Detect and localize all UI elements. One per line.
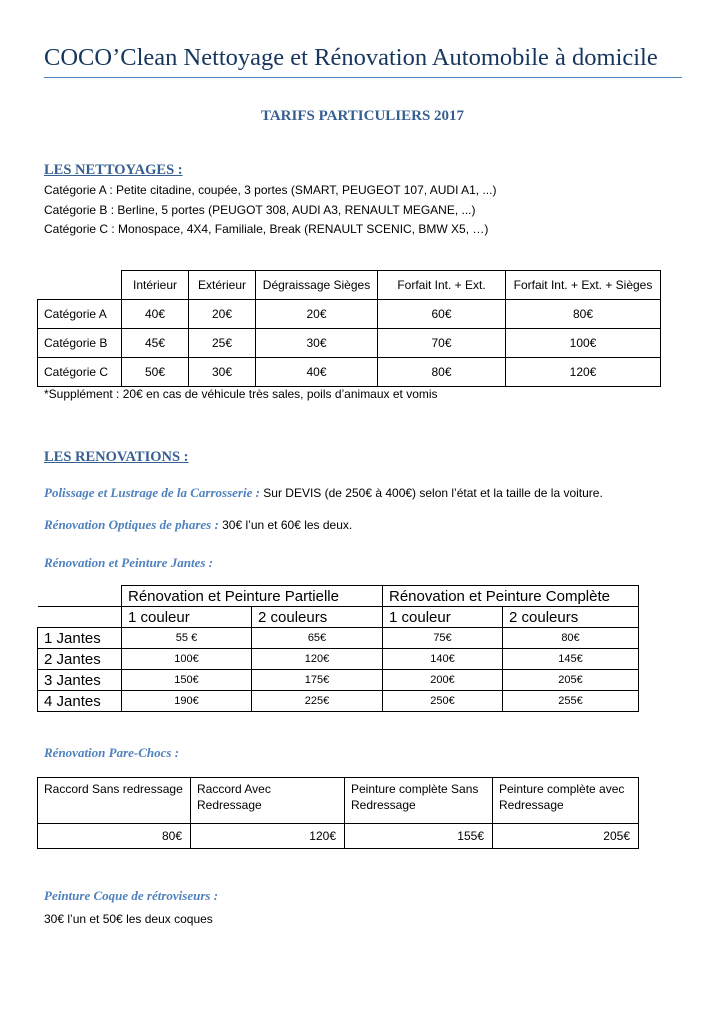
table-corner-cell (38, 271, 122, 300)
price-cell: 60€ (378, 300, 506, 329)
price-cell: 190€ (122, 691, 252, 712)
price-cell: 205€ (493, 824, 639, 849)
table-row (38, 300, 661, 329)
price-cell: 175€ (252, 670, 383, 691)
column-header: Peinture complète Sans Redressage (345, 778, 493, 824)
column-header: Intérieur (122, 271, 189, 300)
table-corner-cell (38, 586, 122, 607)
column-header: 2 couleurs (252, 607, 383, 628)
price-cell: 205€ (503, 670, 639, 691)
price-cell: 250€ (383, 691, 503, 712)
table-row (38, 329, 661, 358)
section-heading-renovations: LES RENOVATIONS : (44, 449, 189, 465)
group-header-complete: Rénovation et Peinture Complète (383, 586, 639, 607)
row-label: 3 Jantes (38, 670, 122, 691)
table-header-row (38, 607, 639, 628)
price-cell: 20€ (256, 300, 378, 329)
page-title: COCO’Clean Nettoyage et Rénovation Automobile à domicile (44, 44, 658, 71)
price-cell: 40€ (122, 300, 189, 329)
column-header: Raccord Sans redressage (38, 778, 191, 824)
price-cell: 30€ (189, 358, 256, 387)
table-header-row (38, 271, 661, 300)
column-header: Extérieur (189, 271, 256, 300)
optiques-line (44, 517, 352, 533)
column-header: Dégraissage Sièges (256, 271, 378, 300)
section-heading-nettoyages: LES NETTOYAGES : (44, 162, 183, 178)
price-cell: 145€ (503, 649, 639, 670)
page-subtitle: TARIFS PARTICULIERS 2017 (260, 108, 465, 124)
column-header: 1 couleur (383, 607, 503, 628)
price-cell: 225€ (252, 691, 383, 712)
optiques-text: 30€ l’un et 60€ les deux. (218, 518, 353, 532)
row-label: 2 Jantes (38, 649, 122, 670)
price-cell: 80€ (38, 824, 191, 849)
category-c-description: Catégorie C : Monospace, 4X4, Familiale, Break (RENAULT SCENIC, BMW X5, …) (44, 222, 489, 236)
price-cell: 100€ (506, 329, 661, 358)
price-cell: 120€ (191, 824, 345, 849)
parechocs-price-table (37, 777, 639, 849)
table-corner-cell (38, 607, 122, 628)
price-cell: 80€ (378, 358, 506, 387)
price-cell: 140€ (383, 649, 503, 670)
price-cell: 65€ (252, 628, 383, 649)
price-cell: 55 € (122, 628, 252, 649)
price-cell: 80€ (506, 300, 661, 329)
column-header: 1 couleur (122, 607, 252, 628)
price-cell: 120€ (506, 358, 661, 387)
nettoyages-price-table (37, 270, 661, 387)
row-label: 1 Jantes (38, 628, 122, 649)
price-cell: 50€ (122, 358, 189, 387)
jantes-label: Rénovation et Peinture Jantes : (44, 555, 213, 570)
table-row (38, 691, 639, 712)
column-header: 2 couleurs (503, 607, 639, 628)
column-header: Peinture complète avec Redressage (493, 778, 639, 824)
table-row (38, 649, 639, 670)
table-row (38, 824, 639, 849)
column-header: Forfait Int. + Ext. (378, 271, 506, 300)
table-row (38, 670, 639, 691)
price-cell: 20€ (189, 300, 256, 329)
retro-label: Peinture Coque de rétroviseurs : (44, 888, 219, 903)
price-cell: 70€ (378, 329, 506, 358)
price-cell: 100€ (122, 649, 252, 670)
price-cell: 75€ (383, 628, 503, 649)
price-cell: 155€ (345, 824, 493, 849)
price-cell: 80€ (503, 628, 639, 649)
price-cell: 200€ (383, 670, 503, 691)
polissage-text: Sur DEVIS (de 250€ à 400€) selon l’état et la taille de la voiture. (259, 486, 603, 500)
table-group-header-row (38, 586, 639, 607)
polissage-line (44, 485, 603, 501)
parechocs-label: Rénovation Pare-Chocs : (44, 745, 180, 760)
title-divider (44, 77, 682, 78)
price-cell: 30€ (256, 329, 378, 358)
column-header: Raccord Avec Redressage (191, 778, 345, 824)
price-cell: 255€ (503, 691, 639, 712)
row-label: Catégorie A (38, 300, 122, 329)
price-cell: 120€ (252, 649, 383, 670)
price-cell: 45€ (122, 329, 189, 358)
polissage-label: Polissage et Lustrage de la Carrosserie : (44, 485, 260, 500)
table-row (38, 358, 661, 387)
retro-text: 30€ l’un et 50€ les deux coques (44, 912, 213, 926)
row-label: Catégorie B (38, 329, 122, 358)
row-label: 4 Jantes (38, 691, 122, 712)
price-cell: 25€ (189, 329, 256, 358)
price-cell: 150€ (122, 670, 252, 691)
supplement-note: *Supplément : 20€ en cas de véhicule très sales, poils d’animaux et vomis (44, 387, 438, 401)
jantes-price-table (37, 585, 639, 712)
table-header-row (38, 778, 639, 824)
category-b-description: Catégorie B : Berline, 5 portes (PEUGOT 308, AUDI A3, RENAULT MEGANE, ...) (44, 203, 476, 217)
table-row (38, 628, 639, 649)
category-a-description: Catégorie A : Petite citadine, coupée, 3 portes (SMART, PEUGEOT 107, AUDI A1, ...) (44, 183, 497, 197)
group-header-partielle: Rénovation et Peinture Partielle (122, 586, 383, 607)
price-cell: 40€ (256, 358, 378, 387)
optiques-label: Rénovation Optiques de phares : (44, 517, 219, 532)
row-label: Catégorie C (38, 358, 122, 387)
column-header: Forfait Int. + Ext. + Sièges (506, 271, 661, 300)
